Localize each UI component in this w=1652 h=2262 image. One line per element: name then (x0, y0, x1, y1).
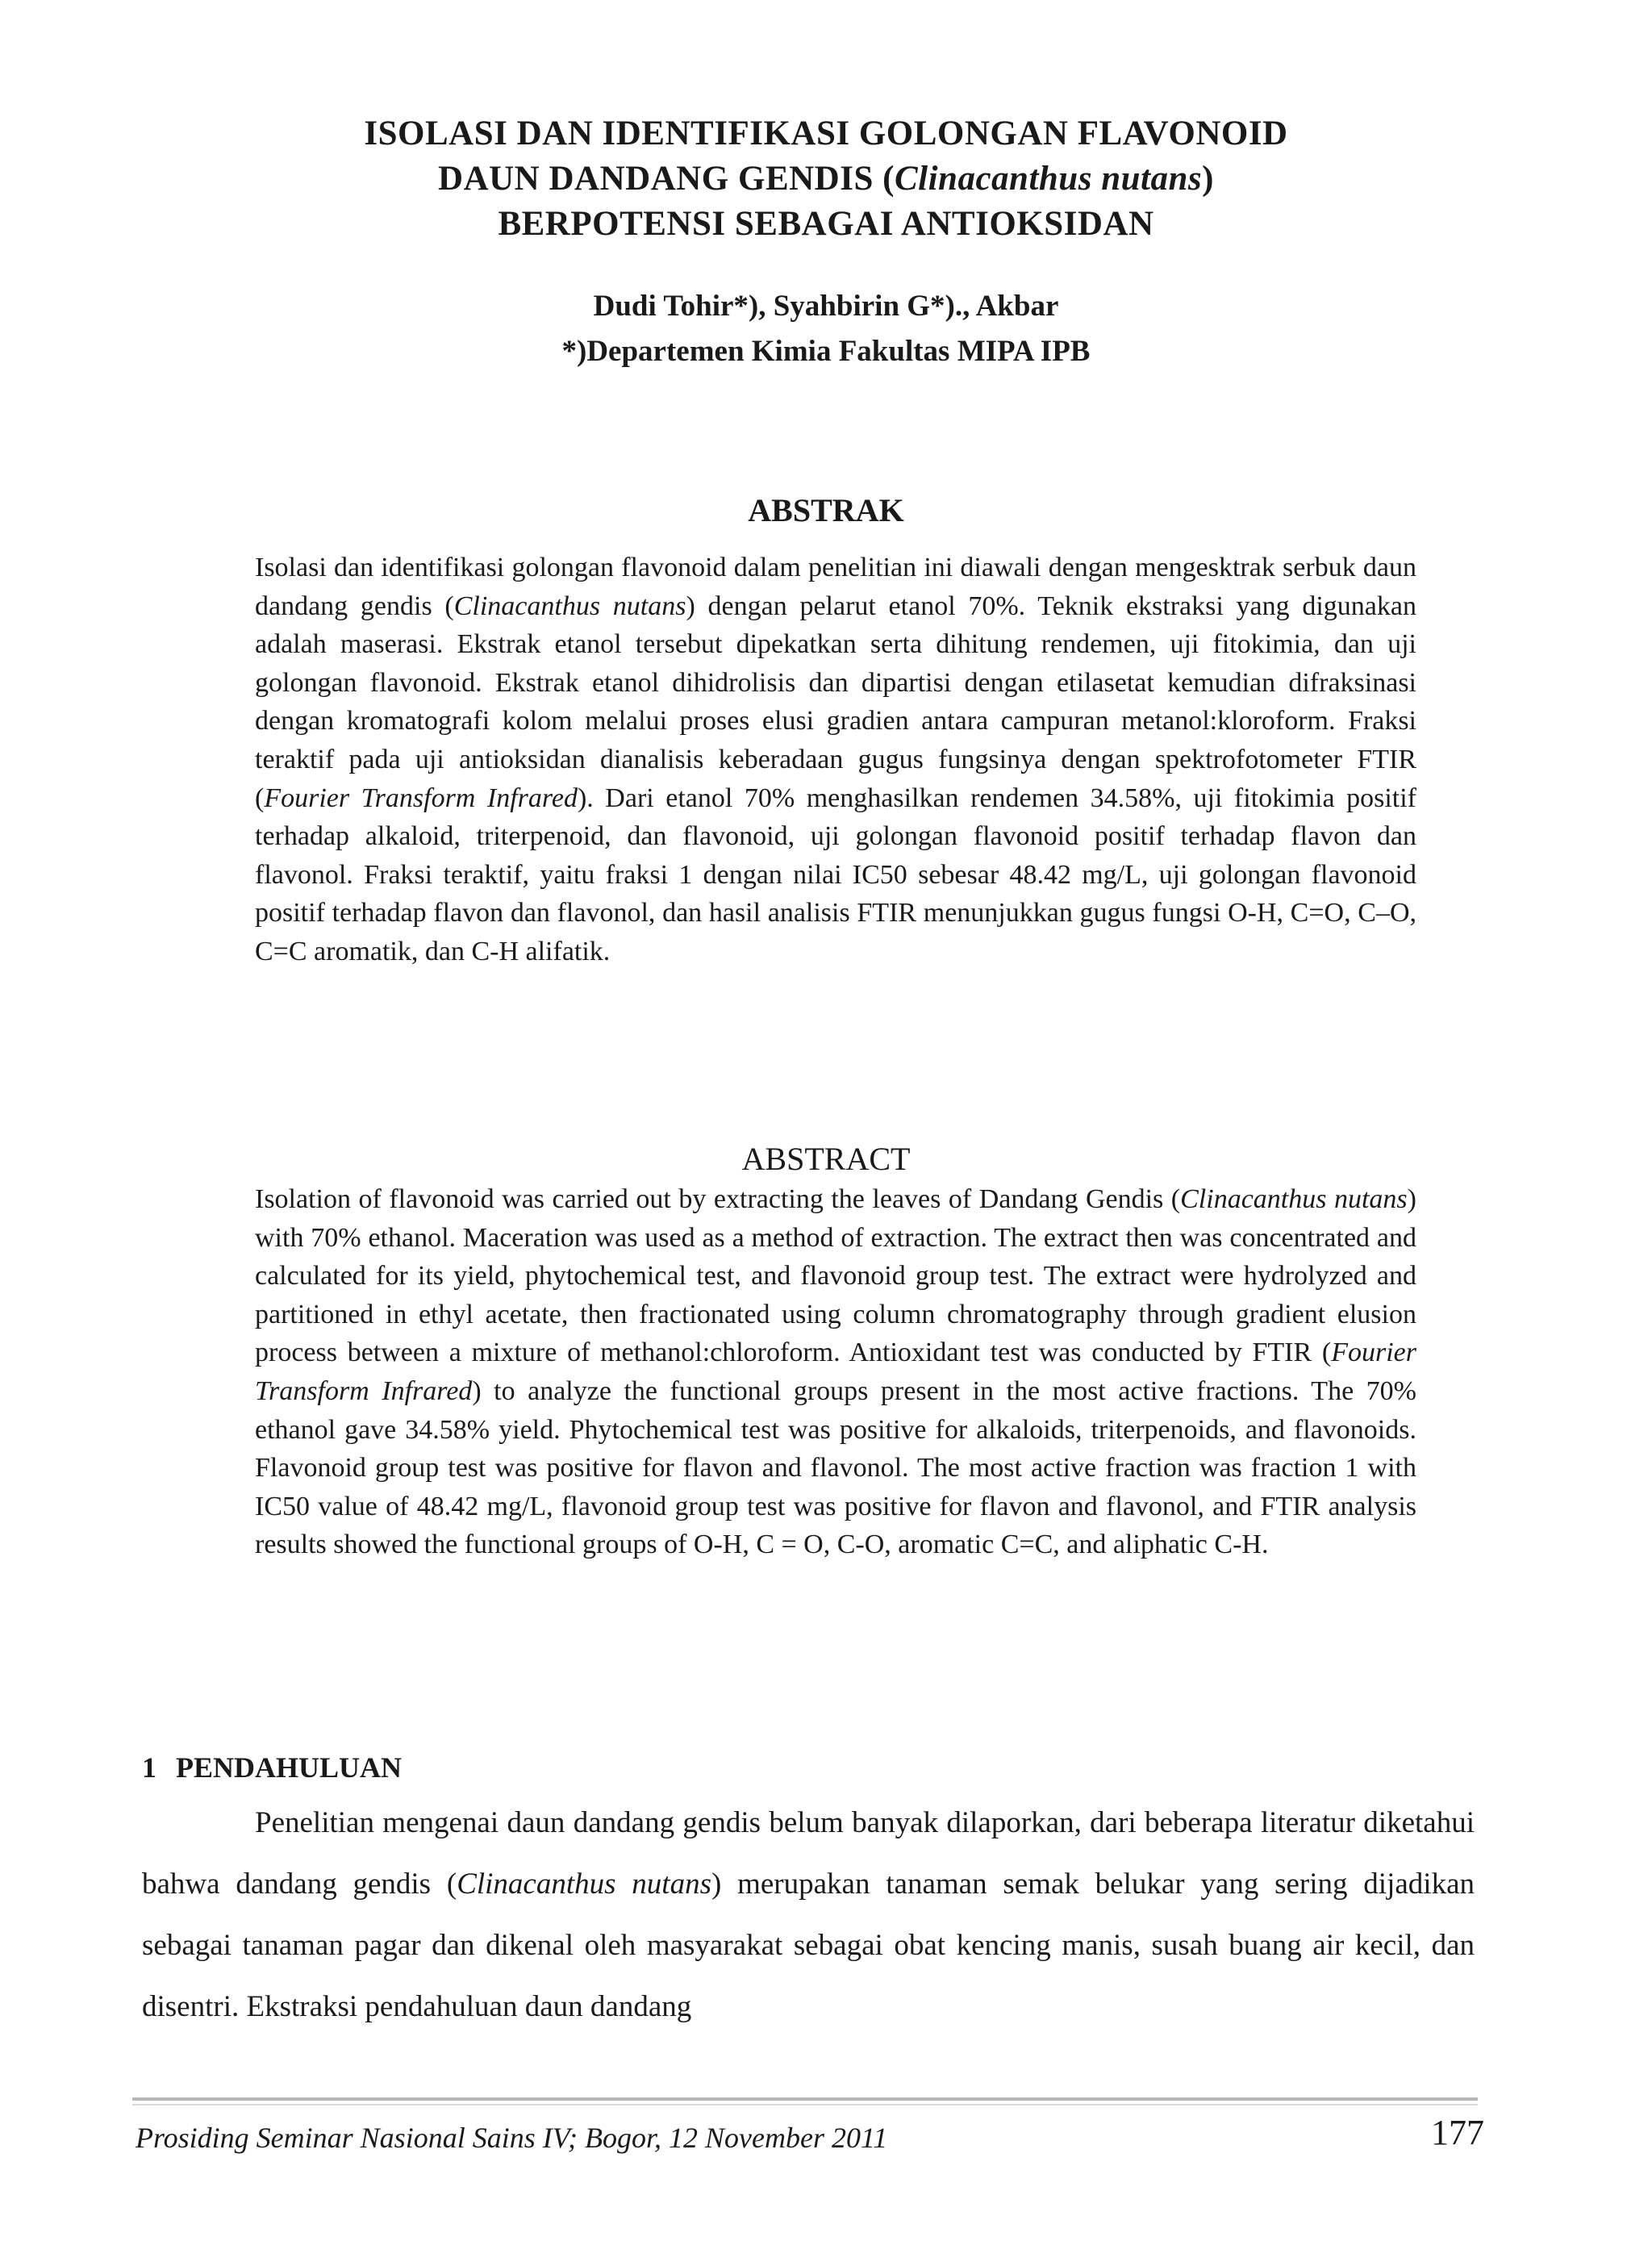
author-block (0, 284, 1652, 374)
abstrak-text-3: ). Dari etanol 70% menghasilkan rendemen 34.58%, uji fitokimia positif terhadap alkaloid, triterpenoid, dan flavonoid, uji golongan flavonoid positif terhadap flavon dan flavonol. Fraksi teraktif, yaitu fraksi 1 dengan nilai IC50 sebesar 48.42 mg/L, uji golongan flavonoid positif terhadap flavon dan flavonol, dan hasil analisis FTIR menunjukkan gugus fungsi O-H, C=O, C–O, C=C aromatik, dan C-H alifatik. (255, 783, 1416, 966)
section-body (142, 1792, 1475, 2038)
title-line-1: ISOLASI DAN IDENTIFIKASI GOLONGAN FLAVONOID (364, 115, 1288, 152)
abstrak-text-2: ) dengan pelarut etanol 70%. Teknik ekstraksi yang digunakan adalah maserasi. Ekstrak etanol tersebut dipekatkan serta dihitung rendemen, uji fitokimia, dan uji golongan flavonoid. Ekstrak etanol dihidrolisis dan dipartisi dengan etilasetat kemudian difraksinasi dengan kromatografi kolom melalui proses elusi gradien antara campuran metanol:kloroform. Fraksi teraktif pada uji antioksidan dianalisis keberadaan gugus fungsinya dengan spektrofotometer FTIR ( (255, 591, 1416, 813)
title-line-2-prefix: DAUN DANDANG GENDIS ( (438, 160, 895, 198)
abstrak-heading: ABSTRAK (748, 492, 904, 528)
author-affiliation: *)Departemen Kimia Fakultas MIPA IPB (561, 335, 1091, 368)
section-text-1: Penelitian mengenai daun dandang gendis belum banyak dilaporkan, dari beberapa literatur diketahui bahwa dandang gendis ( (142, 1806, 1475, 1901)
footer-rule-secondary (132, 2104, 1478, 2105)
page-number: 177 (1431, 2113, 1484, 2152)
footer-citation: Prosiding Seminar Nasional Sains IV; Bogor, 12 November 2011 (136, 2122, 888, 2154)
section-number: 1 (142, 1751, 156, 1784)
abstrak-species: Clinacanthus nutans (453, 591, 686, 621)
section-text-2: ) merupakan tanaman semak belukar yang sering dijadikan sebagai tanaman pagar dan dikenal oleh masyarakat sebagai obat kencing manis, susah buang air kecil, dan disentri. Ekstraksi pendahuluan daun dandang (142, 1868, 1475, 2023)
title-species-name: Clinacanthus nutans (894, 160, 1203, 198)
abstract-body (255, 1180, 1416, 1564)
section-heading-pendahuluan (142, 1749, 402, 1786)
abstract-heading: ABSTRACT (741, 1141, 911, 1177)
section-title: PENDAHULUAN (176, 1751, 403, 1784)
abstract-species: Clinacanthus nutans (1180, 1184, 1408, 1214)
abstrak-text-1: Isolasi dan identifikasi golongan flavonoid dalam penelitian ini diawali dengan mengesktrak serbuk daun dandang gendis ( (255, 553, 1416, 621)
title-line-3: BERPOTENSI SEBAGAI ANTIOKSIDAN (498, 205, 1154, 243)
title-line-2-suffix: ) (1202, 160, 1214, 198)
abstract-text-2: ) with 70% ethanol. Maceration was used as a method of extraction. The extract then was concentrated and calculated for its yield, phytochemical test, and flavonoid group test. The extract were hydrolyzed and partitioned in ethyl acetate, then fractionated using column chromatography through gradient elusion process between a mixture of methanol:chloroform. Antioxidant test was conducted by FTIR ( (255, 1184, 1416, 1368)
footer-rule (132, 2097, 1478, 2101)
paper-title (0, 111, 1652, 247)
abstrak-ftir-term: Fourier Transform Infrared (264, 783, 578, 813)
abstract-ftir-term: Fourier Transform Infrared (255, 1338, 1416, 1406)
title-line-2 (0, 157, 1652, 202)
section-species: Clinacanthus nutans (457, 1868, 711, 1901)
author-names: Dudi Tohir*), Syahbirin G*)., Akbar (593, 290, 1059, 323)
abstrak-body (255, 549, 1416, 971)
abstract-text-1: Isolation of flavonoid was carried out by extracting the leaves of Dandang Gendis ( (255, 1184, 1181, 1214)
abstract-text-3: ) to analyze the functional groups present in the most active fractions. The 70% ethanol gave 34.58% yield. Phytochemical test was positive for alkaloids, triterpenoids, and flavonoids. Flavonoid group test was positive for flavon and flavonol. The most active fraction was fraction 1 with IC50 value of 48.42 mg/L, flavonoid group test was positive for flavon and flavonol, and FTIR analysis results showed the functional groups of O-H, C = O, C-O, aromatic C=C, and aliphatic C-H. (255, 1375, 1416, 1560)
